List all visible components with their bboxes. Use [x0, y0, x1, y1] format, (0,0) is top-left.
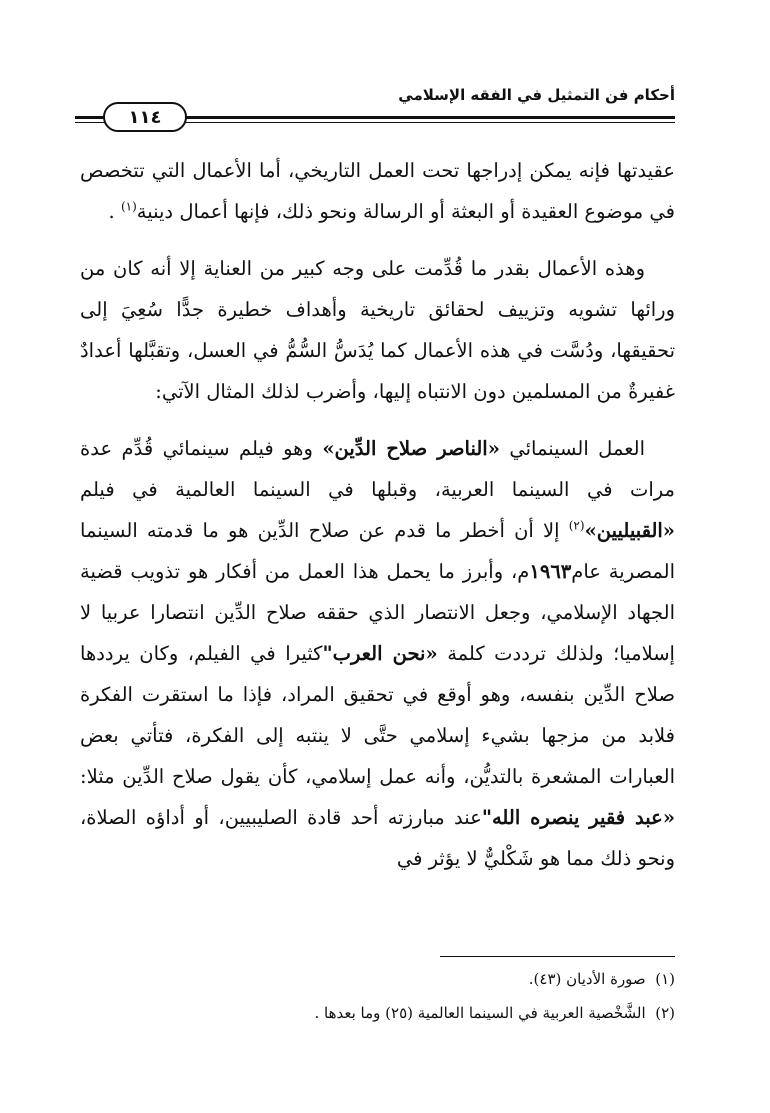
paragraph-3-text-2: وهو فيلم سينمائي قُدِّم عدة مرات في السينما العربية، وقبلها في السينما العالمية في فيلم: [80, 437, 675, 501]
running-title: أحكام فن التمثيل في الفقه الإسلامي: [398, 86, 675, 104]
paragraph-2: [80, 248, 675, 412]
footnote-2-text: الشَّخْصية العربية في السينما العالمية (٢٥) وما بعدها .: [314, 1004, 646, 1022]
paragraph-3-text-3: إلا أن أخطر ما قدم عن صلاح الدِّين هو ما قدمته السينما المصرية عام: [80, 519, 675, 583]
quote-abd-faqir: «عبد فقير ينصره الله": [481, 806, 676, 829]
footnote-1-text: صورة الأديان (٤٣).: [528, 970, 646, 988]
paragraph-3-text-6: عند مبارزته أحد قادة الصليبيين، أو أداؤه الصلاة، ونحو ذلك مما هو شَكْليٌّ لا يؤثر في: [80, 806, 675, 870]
paragraph-3-text-5: كثيرا في الفيلم، وكان يرددها صلاح الدِّين بنفسه، وهو أوقع في تحقيق المراد، فإذا ما استقرت الفكرة فلابد من مزجها بشيء إسلامي حتَّى لا ينتبه إلى الفكرة، فتأتي بعض العبارات المشعرة بالتديُّن، وأنه عمل إسلامي، كأن يقول صلاح الدِّين مثلا:: [80, 642, 675, 788]
film-title-qabiliyin: «القبيليين»: [584, 519, 675, 542]
page-number: ١١٤: [103, 102, 187, 132]
paragraph-3-text-4: م، وأبرز ما يحمل هذا العمل من أفكار هو تذويب قضية الجهاد الإسلامي، وجعل الانتصار الذي حققه صلاح الدِّين انتصارا عربيا لا إسلاميا؛ ولذلك ترددت كلمة: [80, 560, 675, 665]
paragraph-3: [80, 428, 675, 879]
quote-nahnu-al-arab: «نحن العرب": [322, 642, 438, 665]
footnotes: [80, 962, 675, 1030]
paragraph-2-text: وهذه الأعمال بقدر ما قُدِّمت على وجه كبير من العناية إلا أنه كان من ورائها تشويه وتزييف لحقائق تاريخية وأهداف خطيرة جدًّا سُعِيَ إلى تحقيقها، ودُسَّت في هذه الأعمال كما يُدَسُّ السُّمُّ في العسل، وتقبَّلها أعدادٌ غفيرةٌ من المسلمين دون الانتباه إليها، وأضرب لذلك المثال الآتي:: [80, 257, 675, 403]
body-text: [80, 150, 675, 879]
footnote-1: [80, 962, 675, 996]
footnote-ref-2: (٢): [568, 518, 585, 533]
year-1963: ١٩٦٣: [529, 560, 572, 583]
footnote-separator: [440, 956, 675, 957]
paragraph-3-text-1: العمل السينمائي: [499, 437, 645, 460]
footnote-1-number: (١): [655, 970, 675, 988]
paragraph-1-text: عقيدتها فإنه يمكن إدراجها تحت العمل التاريخي، أما الأعمال التي تتخصص في موضوع العقيدة أو البعثة أو الرسالة ونحو ذلك، فإنها أعمال دينية: [80, 159, 675, 223]
film-title-nasser: «الناصر صلاح الدِّين»: [322, 437, 500, 460]
paragraph-1-end: .: [108, 200, 121, 223]
footnote-ref-1: (١): [120, 199, 137, 214]
footnote-2-number: (٢): [655, 1004, 675, 1022]
paragraph-1: [80, 150, 675, 232]
footnote-2: [80, 996, 675, 1030]
page-header: [75, 86, 675, 136]
